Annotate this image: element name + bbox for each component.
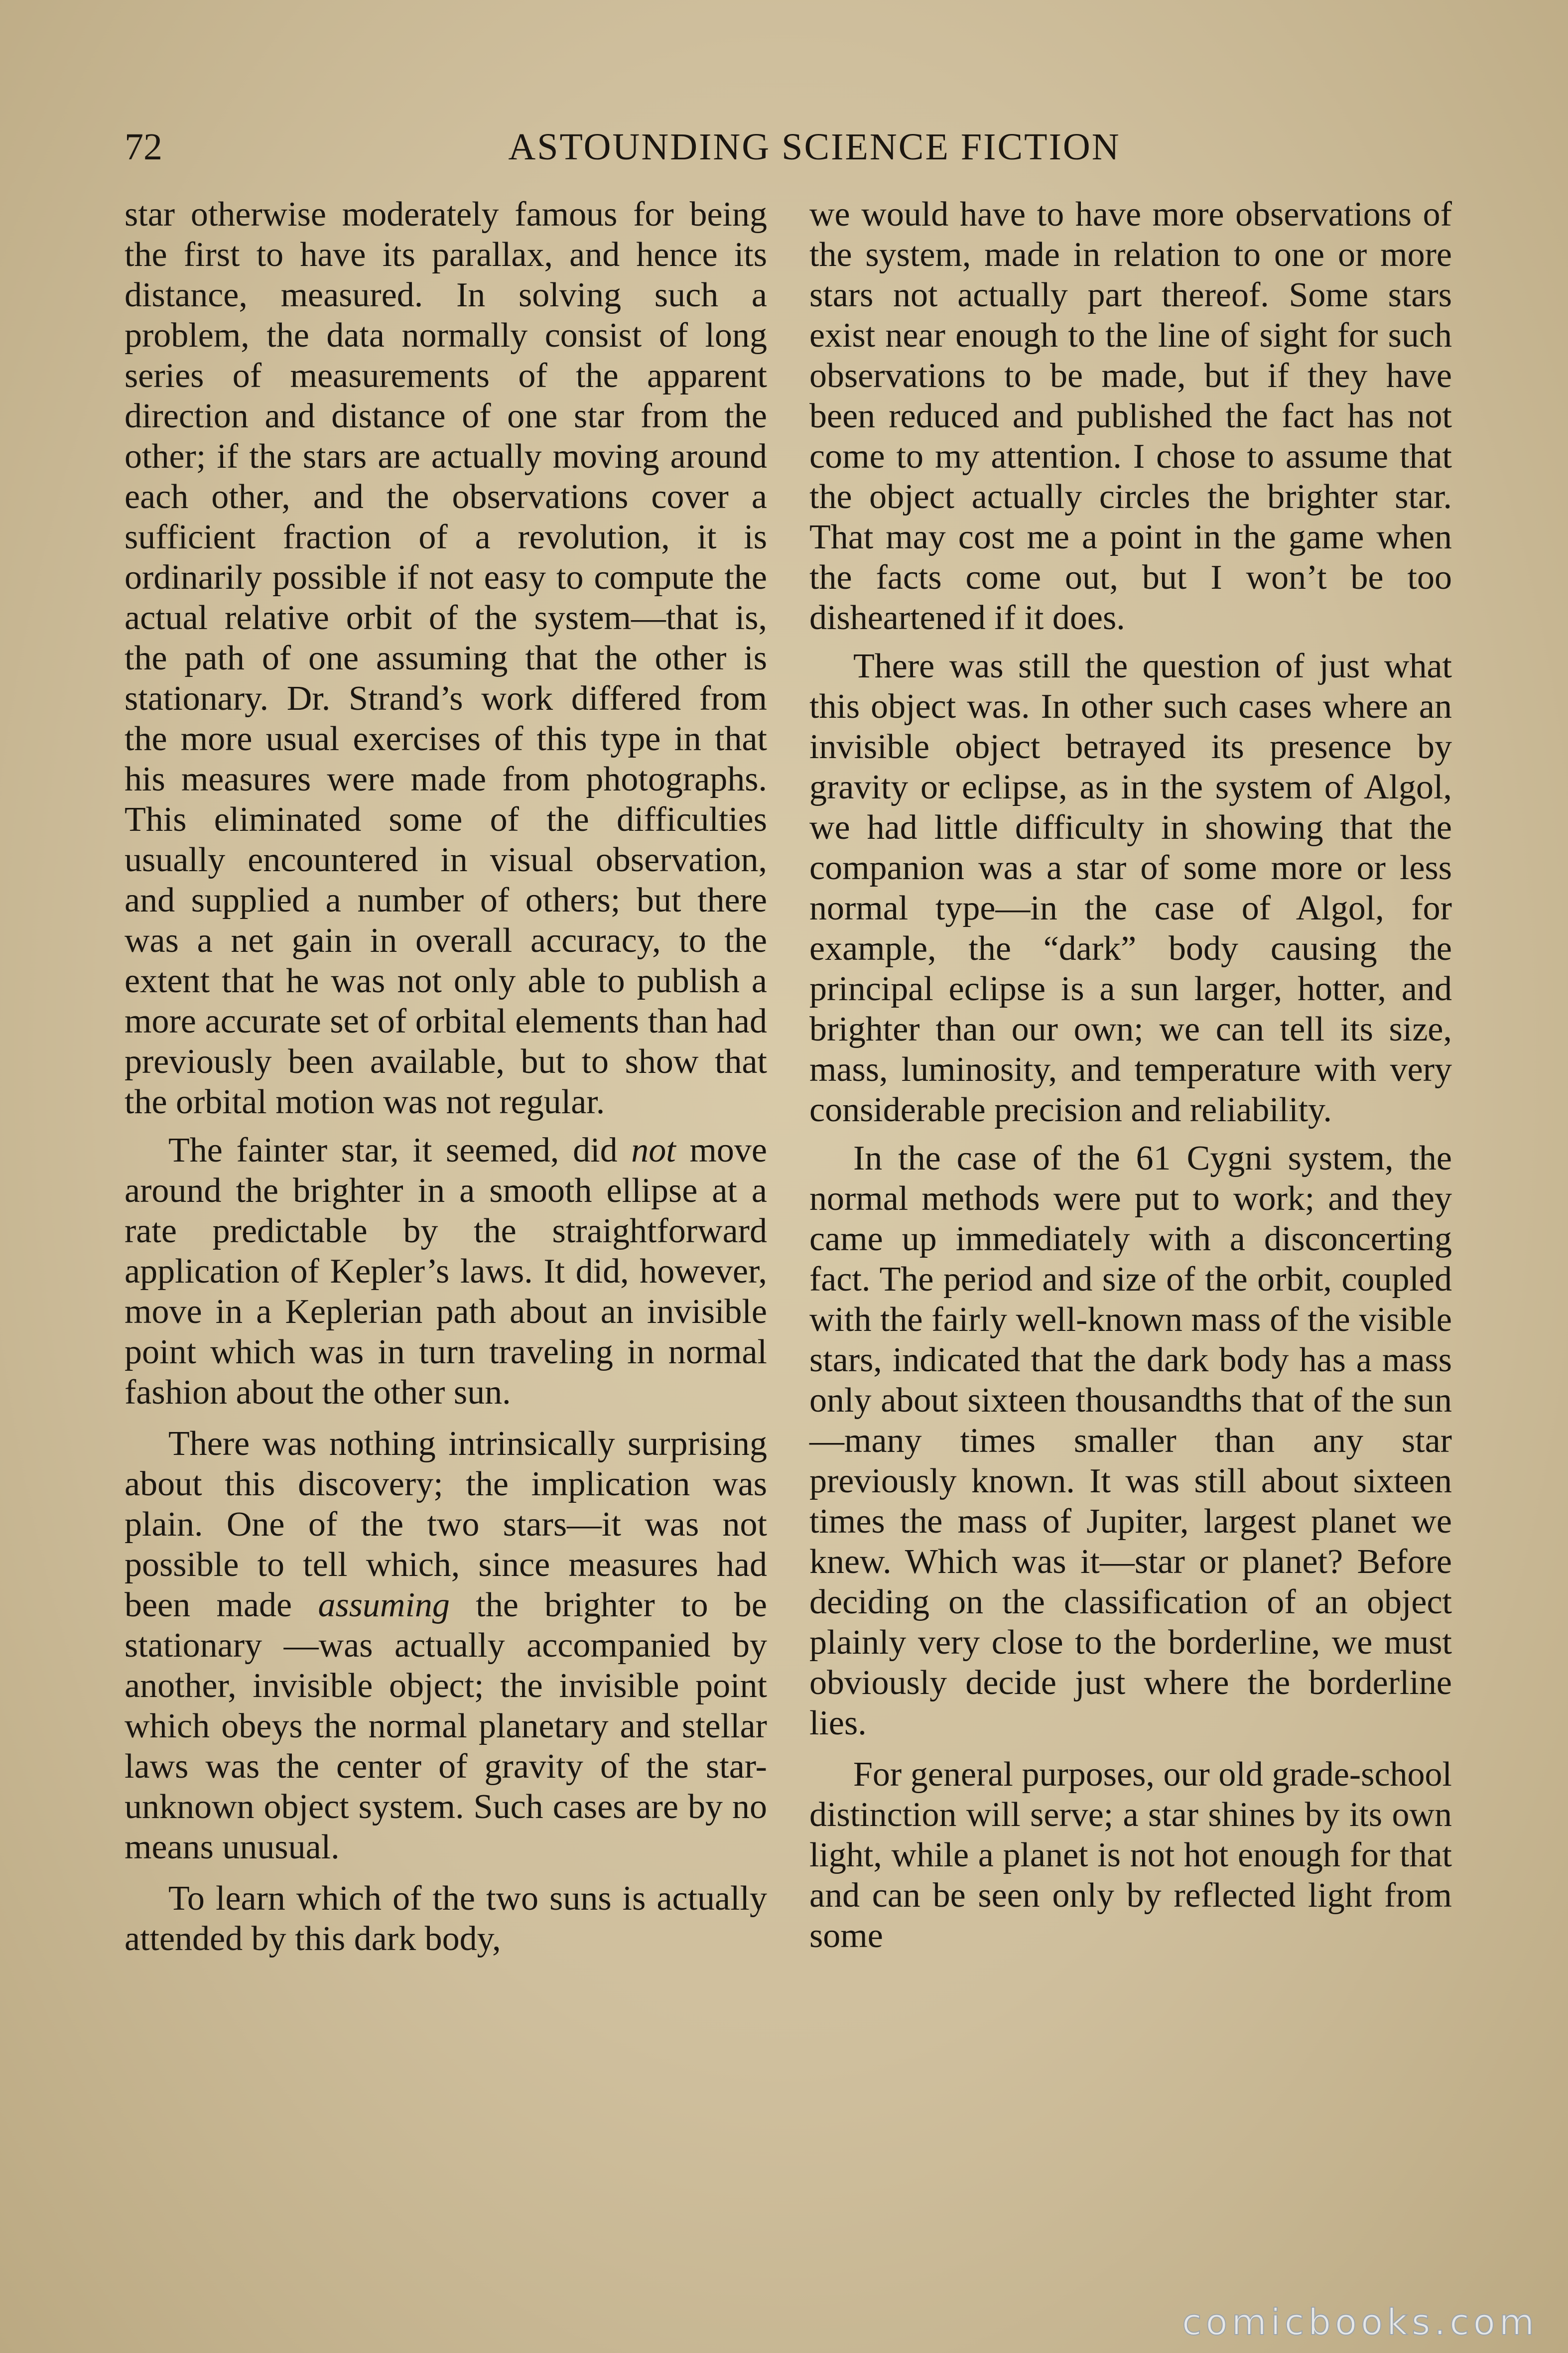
text-columns: [125, 194, 1452, 2236]
left-paragraph-3: [125, 1424, 767, 1867]
right-paragraph-4: For general purposes, our old grade-school distinction will serve; a star shines by its own light, while a planet is not hot enough for that and can be seen only by reflected light from some: [809, 1755, 1452, 1955]
left-paragraph-1: star otherwise moderately famous for being the first to have its parallax, and hence its distance, measured. In solving such a problem, the data normally consist of long series of measurements of the apparent direction and distance of one star from the other; if the stars are actually moving around each other, and the observations cover a sufficient fraction of a revolution, it is ordinarily possible if not easy to compute the actual relative orbit of the system—that is, the path of one assuming that the other is stationary. Dr. Strand’s work differed from the more usual exercises of this type in that his measures were made from photographs. This eliminated some of the difficulties usually encountered in visual observation, and supplied a number of others; but there was a net gain in overall accuracy, to the extent that he was not only able to publish a more accurate set of orbital elements than had previously been available, but to show that the orbital motion was not regular.: [125, 195, 767, 1121]
left-p2-text-a: The fainter star, it seemed, did: [168, 1131, 632, 1170]
page-number: 72: [125, 126, 162, 168]
running-title: ASTOUNDING SCIENCE FICTION: [508, 126, 1121, 168]
left-p2-text-b: move around the brighter in a smooth ellipse at a rate predictable by the straightforward application of Kepler’s laws. It did, however, move in a Keplerian path about an invisible point which was in turn traveling in normal fashion about the other sun.: [125, 1131, 767, 1412]
left-paragraph-4: To learn which of the two suns is actually attended by this dark body,: [125, 1879, 767, 1958]
left-p3-text-b: the brighter to be stationary —was actually accompanied by another, invisible object; the invisible point which obeys the normal planetary and stellar laws was the center of gravity of the star-unknown object system. Such cases are by no means unusual.: [125, 1586, 767, 1866]
left-column: [125, 194, 767, 1959]
page-header: [125, 115, 1444, 179]
right-paragraph-3: In the case of the 61 Cygni system, the normal methods were put to work; and they came up immediately with a disconcerting fact. The period and size of the orbit, coupled with the fairly well-known mass of the visible stars, indicated that the dark body has a mass only about sixteen thousandths that of the sun—many times smaller than any star previously known. It was still about sixteen times the mass of Jupiter, largest planet we knew. Which was it—star or planet? Before deciding on the classification of an object plainly very close to the borderline, we must obviously decide just where the borderline lies.: [809, 1139, 1452, 1742]
left-paragraph-2: [125, 1130, 767, 1413]
left-p3-text-a: There was nothing intrinsically surprising about this discovery; the implication was plain. One of the two stars—it was not possible to tell which, since measures had been made: [125, 1425, 767, 1624]
left-p2-emphasis: not: [631, 1131, 676, 1170]
right-paragraph-1: we would have to have more observations of the system, made in relation to one or more stars not actually part thereof. Some stars exist near enough to the line of sight for such observations to be made, but if they have been reduced and published the fact has not come to my attention. I chose to assume that the object actually circles the brighter star. That may cost me a point in the game when the facts come out, but I won’t be too disheartened if it does.: [809, 195, 1452, 637]
right-column: [809, 194, 1452, 1956]
right-paragraph-2: There was still the question of just what this object was. In other such cases where an invisible object betrayed its presence by gravity or eclipse, as in the system of Algol, we had little difficulty in showing that the companion was a star of some more or less normal type—in the case of Algol, for example, the “dark” body causing the principal eclipse is a sun larger, hotter, and brighter than our own; we can tell its size, mass, luminosity, and temperature with very considerable precision and reliability.: [809, 647, 1452, 1129]
site-watermark: comicbooks.com: [1181, 2301, 1538, 2343]
left-p3-emphasis: assuming: [318, 1586, 450, 1624]
